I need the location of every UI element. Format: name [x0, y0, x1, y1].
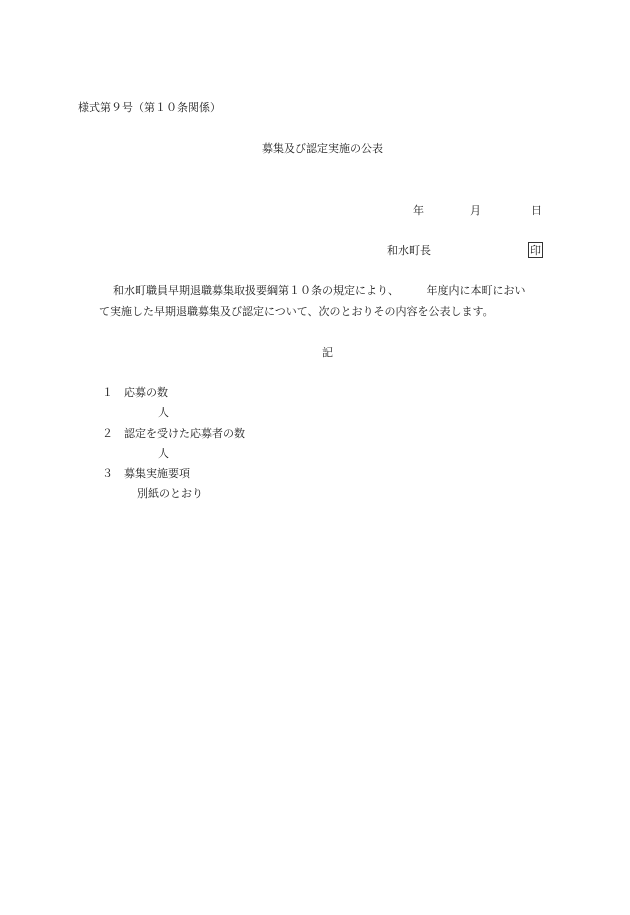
list-item-applicant-count [102, 387, 168, 398]
signer-name: 和水町長 [387, 244, 431, 257]
item-label: 応募の数 [124, 386, 168, 399]
page-title: 募集及び認定実施の公表 [262, 142, 383, 155]
seal-stamp-box: 印 [530, 244, 541, 257]
list-item-approved-count [102, 428, 245, 439]
item-number: ３ [102, 467, 113, 480]
item-value: 別紙のとおり [137, 487, 203, 500]
list-item-guidelines [102, 468, 190, 479]
body-text-line-2: て実施した早期退職募集及び認定について、次のとおりその内容を公表します。 [99, 305, 494, 318]
date-month-label: 月 [470, 204, 481, 217]
date-year-label: 年 [413, 204, 424, 217]
form-number: 様式第９号（第１０条関係） [78, 101, 221, 114]
item-label: 認定を受けた応募者の数 [124, 427, 245, 440]
ki-heading: 記 [322, 346, 333, 359]
date-day-label: 日 [531, 204, 542, 217]
item-number: ２ [102, 427, 113, 440]
item-label: 募集実施要項 [124, 467, 190, 480]
item-number: １ [102, 386, 113, 399]
item-value: 人 [158, 406, 169, 419]
item-value: 人 [158, 447, 169, 460]
body-text-line-1: 和水町職員早期退職募集取扱要綱第１０条の規定により、 年度内に本町におい [113, 284, 526, 297]
